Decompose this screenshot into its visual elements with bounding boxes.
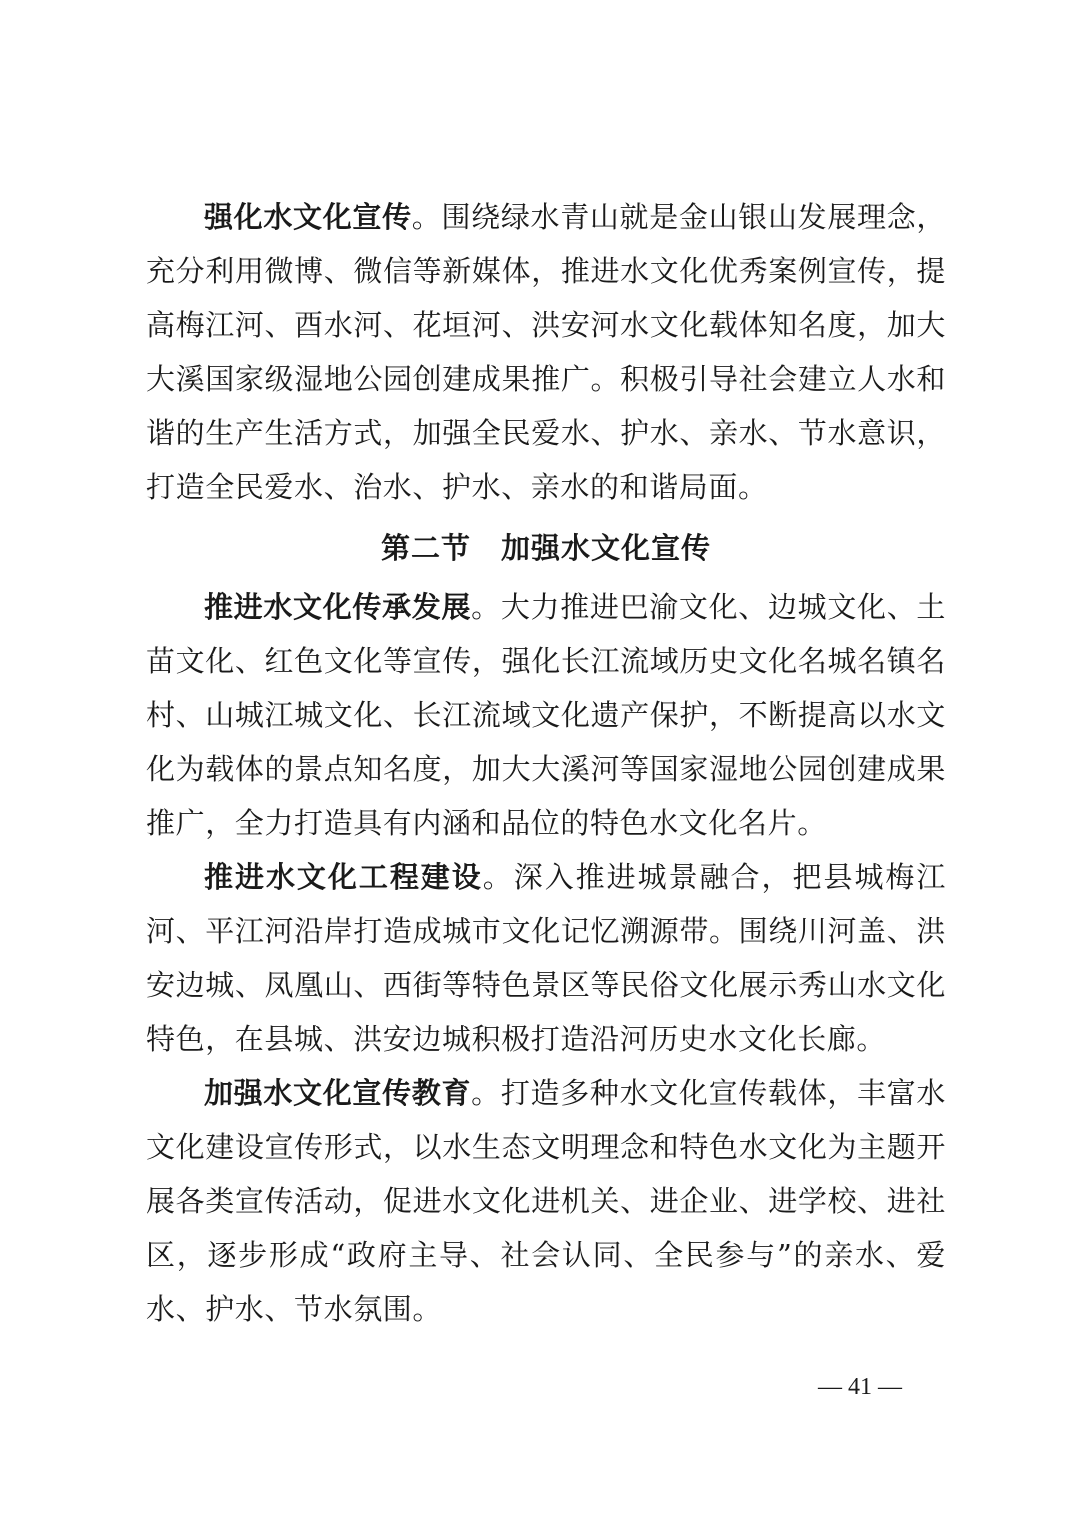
paragraph-body: 。深入推进城景融合，把县城梅江河、平江河沿岸打造成城市文化记忆溯源带。围绕川河盖、洪安边城、凤凰山、西街等特色景区等民俗文化展示秀山水文化特色，在县城、洪安边城积极打造沿河历史水文化长廊。: [146, 860, 946, 1056]
paragraph-heritage-development: [146, 580, 946, 850]
paragraph-engineering-construction: [146, 850, 946, 1066]
paragraph-lead: 推进水文化传承发展: [204, 590, 472, 624]
paragraph-lead: 推进水文化工程建设: [204, 860, 483, 894]
paragraph-publicity-education: [146, 1066, 946, 1336]
section-number: 第二节: [380, 531, 471, 565]
paragraph-lead: 强化水文化宣传: [204, 200, 412, 234]
paragraph-body: 。打造多种水文化宣传载体，丰富水文化建设宣传形式，以水生态文明理念和特色水文化为主题开展各类宣传活动，促进水文化进机关、进企业、进学校、进社区，逐步形成“政府主导、社会认同、全民参与”的亲水、爱水、护水、节水氛围。: [146, 1076, 946, 1326]
body-text: [146, 190, 946, 1336]
paragraph-body: 。大力推进巴渝文化、边城文化、土苗文化、红色文化等宣传，强化长江流域历史文化名城名镇名村、山城江城文化、长江流域文化遗产保护，不断提高以水文化为载体的景点知名度，加大大溪河等国家湿地公园创建成果推广，全力打造具有内涵和品位的特色水文化名片。: [146, 590, 946, 840]
section-title: 加强水文化宣传: [501, 531, 712, 565]
paragraph-water-culture-publicity: [146, 190, 946, 514]
paragraph-lead: 加强水文化宣传教育: [204, 1076, 472, 1110]
paragraph-body: 。围绕绿水青山就是金山银山发展理念，充分利用微博、微信等新媒体，推进水文化优秀案例宣传，提高梅江河、酉水河、花垣河、洪安河水文化载体知名度，加大大溪国家级湿地公园创建成果推广。积极引导社会建立人水和谐的生产生活方式，加强全民爱水、护水、亲水、节水意识，打造全民爱水、治水、护水、亲水的和谐局面。: [146, 200, 946, 504]
page-number: — 41 —: [818, 1374, 902, 1400]
section-heading: [146, 514, 946, 580]
